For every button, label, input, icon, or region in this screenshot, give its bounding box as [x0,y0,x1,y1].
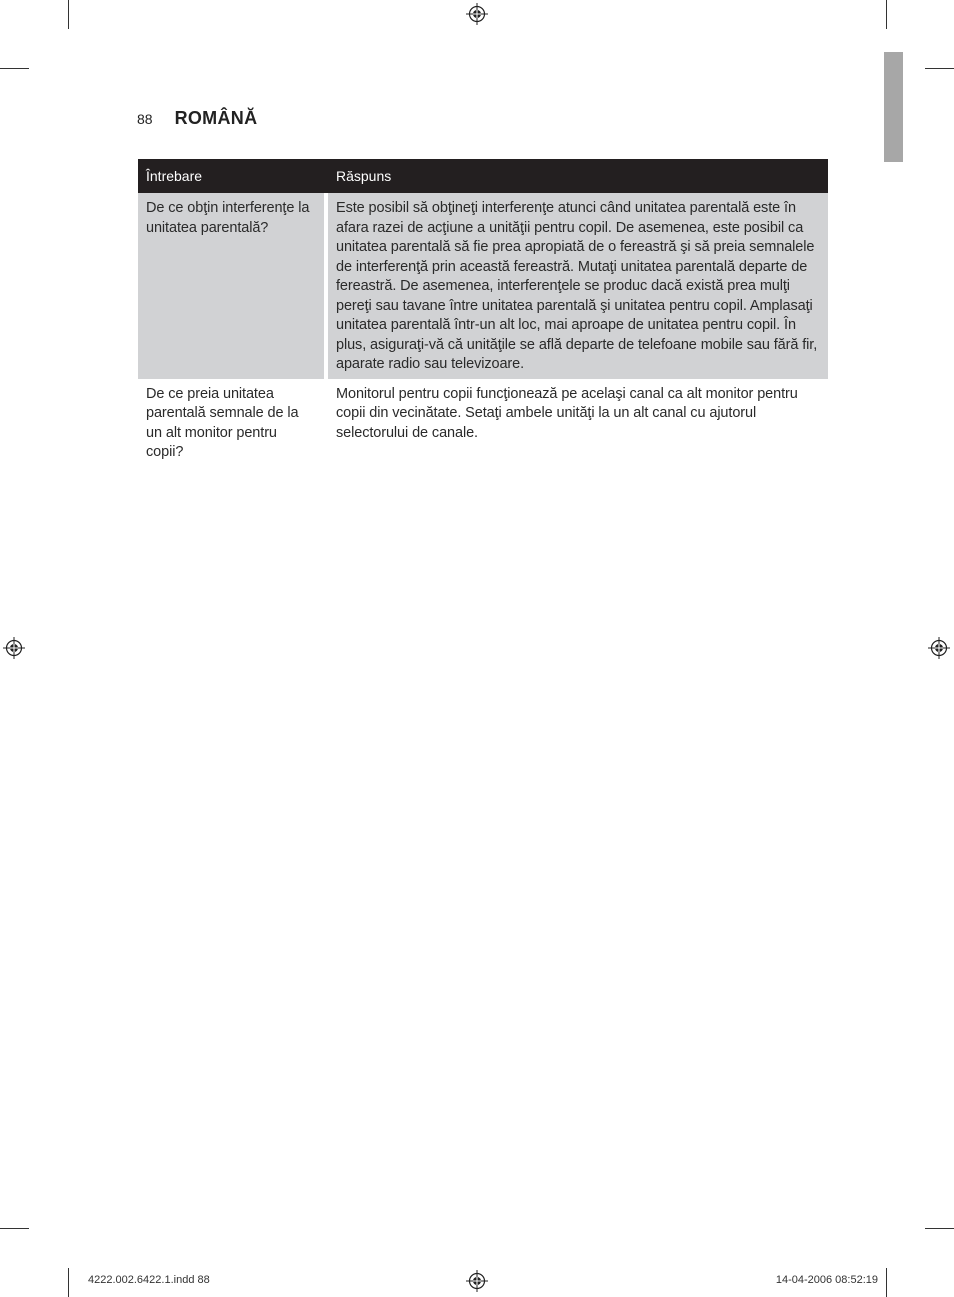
crop-mark-bottom-left [68,1268,69,1297]
column-header-question: Întrebare [138,159,326,193]
crop-mark-top-left-h [0,68,29,69]
crop-mark-top-right [886,0,887,29]
section-title: ROMÂNĂ [174,108,258,128]
registration-mark-icon [3,637,25,659]
crop-mark-bottom-right-h [925,1228,954,1229]
page-header [137,108,257,129]
crop-mark-top-left [68,0,69,29]
registration-mark-icon [466,1270,488,1292]
crop-mark-bottom-right [886,1268,887,1297]
question-cell: De ce obţin interferenţe la unitatea parentală? [138,193,326,379]
table-row [138,193,828,379]
registration-mark-icon [928,637,950,659]
footer-timestamp: 14-04-2006 08:52:19 [775,1274,878,1286]
crop-mark-bottom-left-h [0,1228,29,1229]
answer-cell: Este posibil să obţineţi interferenţe atunci când unitatea parentală este în afara razei de acţiune a unităţii pentru copil. De asemenea, este posibil ca unitatea parentală să fie prea apropiată de o fereastră şi să preia semnalele de interferenţă prin această fereastră. Mutaţi unitatea parentală departe de fereastră. De asemenea, interferenţele se produc dacă există prea mulţi pereţi sau tavane între unitatea parentală şi unitatea pentru copil. Amplasaţi unitatea parentală într-un alt loc, mai aproape de unitatea pentru copil. În plus, asiguraţi-vă că unităţile se află departe de telefoane mobile sau fără fir, aparate radio sau televizoare. [326,193,828,379]
troubleshooting-table [138,159,828,467]
column-header-answer: Răspuns [326,159,828,193]
table-header-row [138,159,828,193]
registration-mark-icon [466,3,488,25]
language-side-tab [884,52,903,162]
answer-cell: Monitorul pentru copii funcţionează pe acelaşi canal ca alt monitor pentru copii din vecinătate. Setaţi ambele unităţi la un alt canal cu ajutorul selectorului de canale. [326,379,828,467]
table-row [138,379,828,467]
crop-mark-top-right-h [925,68,954,69]
page-number: 88 [137,111,153,127]
question-cell: De ce preia unitatea parentală semnale de la un alt monitor pentru copii? [138,379,326,467]
footer-file-info: 4222.002.6422.1.indd 88 [88,1274,210,1286]
